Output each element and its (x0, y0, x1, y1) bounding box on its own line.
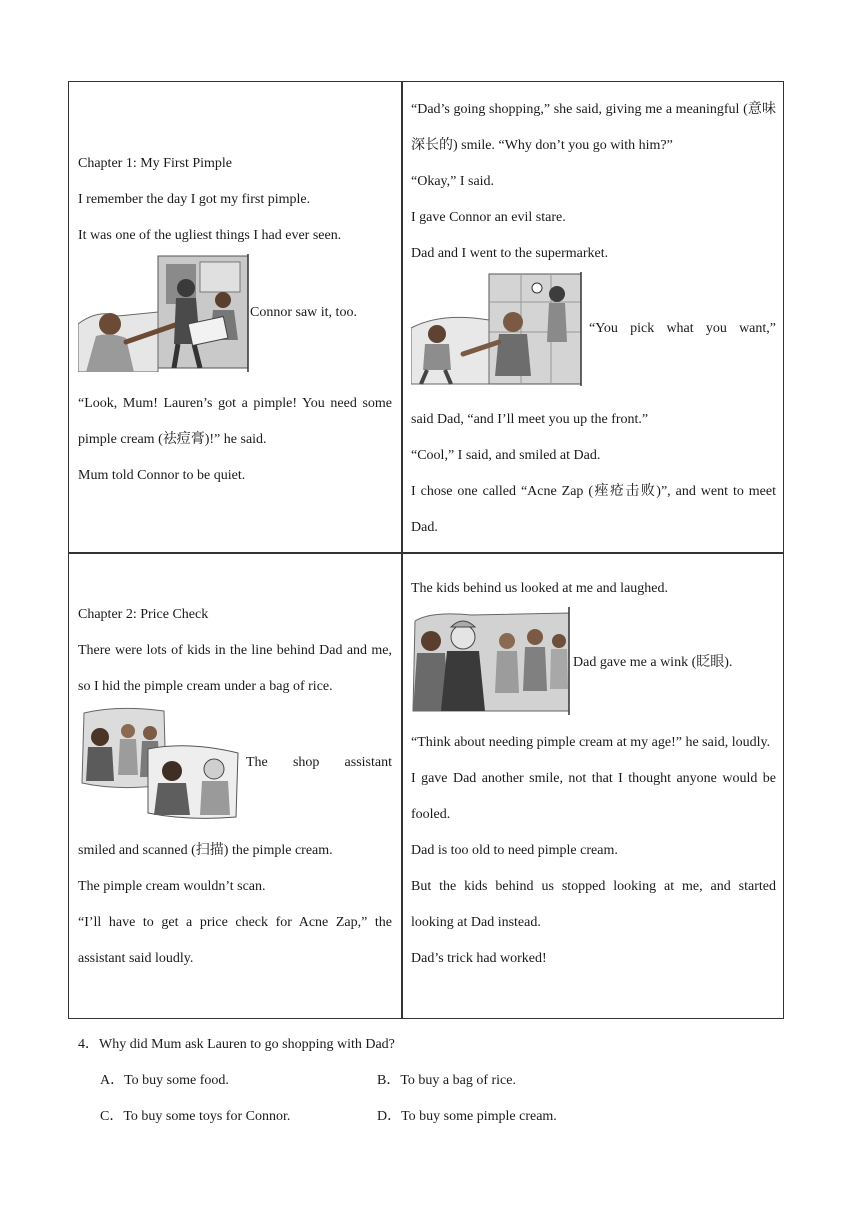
chapter2-cont-p1: The kids behind us looked at me and laughed. (411, 581, 668, 596)
chapter1-cell (69, 82, 401, 552)
chapter1-cont-p3: I gave Connor an evil stare. (411, 210, 566, 225)
illustration-supermarket (411, 272, 583, 386)
chapter2-title: Chapter 2: Price Check (78, 607, 209, 622)
chapter2-continued-cell (402, 553, 785, 1019)
chapter1-p4: “Look, Mum! Lauren’s got a pimple! You need some pimple cream (祛痘膏)!” he said. (78, 396, 392, 447)
chapter1-cont-image-row (411, 272, 776, 386)
chapter1-title: Chapter 1: My First Pimple (78, 156, 232, 171)
chapter2-p1: There were lots of kids in the line behind Dad and me, so I hid the pimple cream under a bag of rice. (78, 643, 392, 694)
chapter2-cont-p7: Dad’s trick had worked! (411, 951, 547, 966)
chapter1-cont-p6: “Cool,” I said, and smiled at Dad. (411, 448, 601, 463)
chapter1-cont-p2: “Okay,” I said. (411, 174, 495, 189)
chapter1-cont-p5a: “You pick what you want,” (589, 321, 776, 336)
option-b[interactable]: B．To buy a bag of rice. (377, 1073, 516, 1088)
chapter1-image-row (78, 254, 392, 372)
option-c[interactable]: C．To buy some toys for Connor. (100, 1109, 291, 1124)
chapter2-cont-p6: But the kids behind us stopped looking at me, and started looking at Dad instead. (411, 879, 776, 930)
chapter1-cont-p1: “Dad’s going shopping,” she said, giving me a meaningful (意味深长的) smile. “Why don’t you go with him?” (411, 102, 776, 153)
chapter2-p2a: The shop assistant (246, 755, 392, 770)
chapter2-cont-p3: “Think about needing pimple cream at my age!” he said, loudly. (411, 735, 771, 750)
question-text: 4．Why did Mum ask Lauren to go shopping with Dad? (78, 1037, 395, 1052)
chapter1-p2: It was one of the ugliest things I had ever seen. (78, 228, 342, 243)
chapter1-cont-p5b: said Dad, “and I’ll meet you up the front.” (411, 412, 649, 427)
illustration-connor-pointing (78, 254, 250, 372)
chapter2-cont-p5: Dad is too old to need pimple cream. (411, 843, 618, 858)
chapter2-cont-p2: Dad gave me a wink (眨眼). (573, 655, 733, 670)
option-d[interactable]: D．To buy some pimple cream. (377, 1109, 557, 1124)
chapter2-p3: The pimple cream wouldn’t scan. (78, 879, 266, 894)
question-4 (78, 1027, 395, 1063)
chapter1-continued-cell (402, 82, 785, 552)
chapter2-p4: “I’ll have to get a price check for Acne Zap,” the assistant said loudly. (78, 915, 392, 966)
chapter2-image-row (78, 705, 392, 821)
chapter2-cont-p4: I gave Dad another smile, not that I thought anyone would be fooled. (411, 771, 776, 822)
chapter1-p5: Mum told Connor to be quiet. (78, 468, 246, 483)
illustration-dad-wink (411, 607, 571, 715)
chapter1-cont-p7: I chose one called “Acne Zap (痤疮击败)”, and went to meet Dad. (411, 484, 776, 535)
chapter1-cont-p4: Dad and I went to the supermarket. (411, 246, 609, 261)
option-a[interactable]: A．To buy some food. (100, 1073, 229, 1088)
chapter2-cont-image-row (411, 607, 776, 715)
chapter1-p1: I remember the day I got my first pimple. (78, 192, 311, 207)
illustration-checkout (78, 705, 240, 821)
chapter2-cell (69, 553, 401, 1019)
chapter2-p2b: smiled and scanned (扫描) the pimple cream. (78, 843, 333, 858)
chapter1-p3: Connor saw it, too. (250, 305, 357, 320)
story-table (68, 81, 784, 1019)
